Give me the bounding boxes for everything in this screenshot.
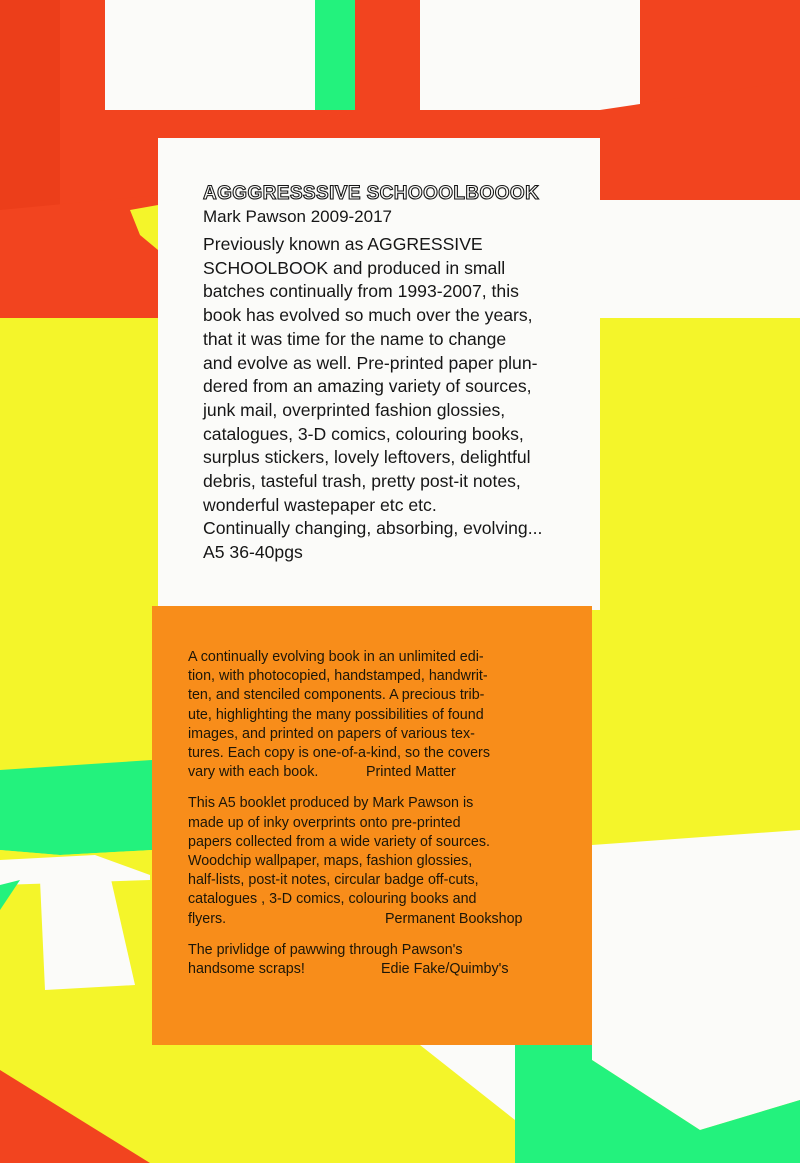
description-line: Continually changing, absorbing, evolving... — [203, 518, 543, 539]
review-line: ten, and stenciled components. A precious trib- — [188, 687, 485, 704]
book-author: Mark Pawson 2009-2017 — [203, 207, 393, 226]
review-permanent-bookshop — [188, 794, 572, 928]
review-edie-fake — [188, 941, 572, 979]
description-line: wonderful wastepaper etc etc. — [203, 494, 437, 515]
format-line: A5 36-40pgs — [203, 542, 303, 563]
review-line — [188, 763, 572, 782]
review-line: made up of inky overprints onto pre-printed — [188, 814, 461, 831]
review-source: Edie Fake/Quimby's — [381, 961, 509, 978]
review-line: The privlidge of pawwing through Pawson's — [188, 941, 463, 958]
reviews-card — [152, 606, 592, 1045]
description-line: batches continually from 1993-2007, this — [203, 281, 519, 302]
description-text — [203, 233, 562, 565]
review-line: papers collected from a wide variety of sources. — [188, 833, 490, 850]
review-line: This A5 booklet produced by Mark Pawson is — [188, 795, 474, 812]
description-line: surplus stickers, lovely leftovers, delightful — [203, 447, 531, 468]
review-last-line: vary with each book. — [188, 764, 319, 781]
description-line: book has evolved so much over the years, — [203, 305, 533, 326]
review-source: Permanent Bookshop — [385, 910, 523, 927]
review-line: Woodchip wallpaper, maps, fashion glossies, — [188, 853, 473, 870]
description-line: catalogues, 3-D comics, colouring books, — [203, 423, 524, 444]
review-line — [188, 910, 572, 929]
review-line — [188, 960, 572, 979]
book-title: AGGGRESSSIVE SCHOOOLBOOOK — [203, 183, 540, 204]
review-line: A continually evolving book in an unlimited edi- — [188, 649, 484, 665]
review-line: tion, with photocopied, handstamped, handwrit- — [188, 668, 488, 685]
description-line: SCHOOLBOOK and produced in small — [203, 257, 506, 278]
review-last-line: handsome scraps! — [188, 961, 305, 978]
review-source: Printed Matter — [366, 764, 456, 781]
review-line: tures. Each copy is one-of-a-kind, so the covers — [188, 745, 490, 762]
description-line: debris, tasteful trash, pretty post-it notes, — [203, 471, 521, 492]
review-last-line: flyers. — [188, 910, 227, 927]
review-line: ute, highlighting the many possibilities of found — [188, 706, 484, 723]
description-line: junk mail, overprinted fashion glossies, — [203, 399, 506, 420]
review-printed-matter — [188, 648, 572, 782]
review-line: catalogues , 3-D comics, colouring books and — [188, 891, 477, 908]
description-card — [158, 138, 600, 610]
review-line: images, and printed on papers of various tex- — [188, 725, 475, 742]
review-line: half-lists, post-it notes, circular badge off-cuts, — [188, 872, 479, 889]
description-line: and evolve as well. Pre-printed paper plun- — [203, 352, 538, 373]
description-line: dered from an amazing variety of sources, — [203, 376, 532, 397]
description-line: that it was time for the name to change — [203, 328, 507, 349]
description-line: Previously known as AGGRESSIVE — [203, 234, 483, 254]
